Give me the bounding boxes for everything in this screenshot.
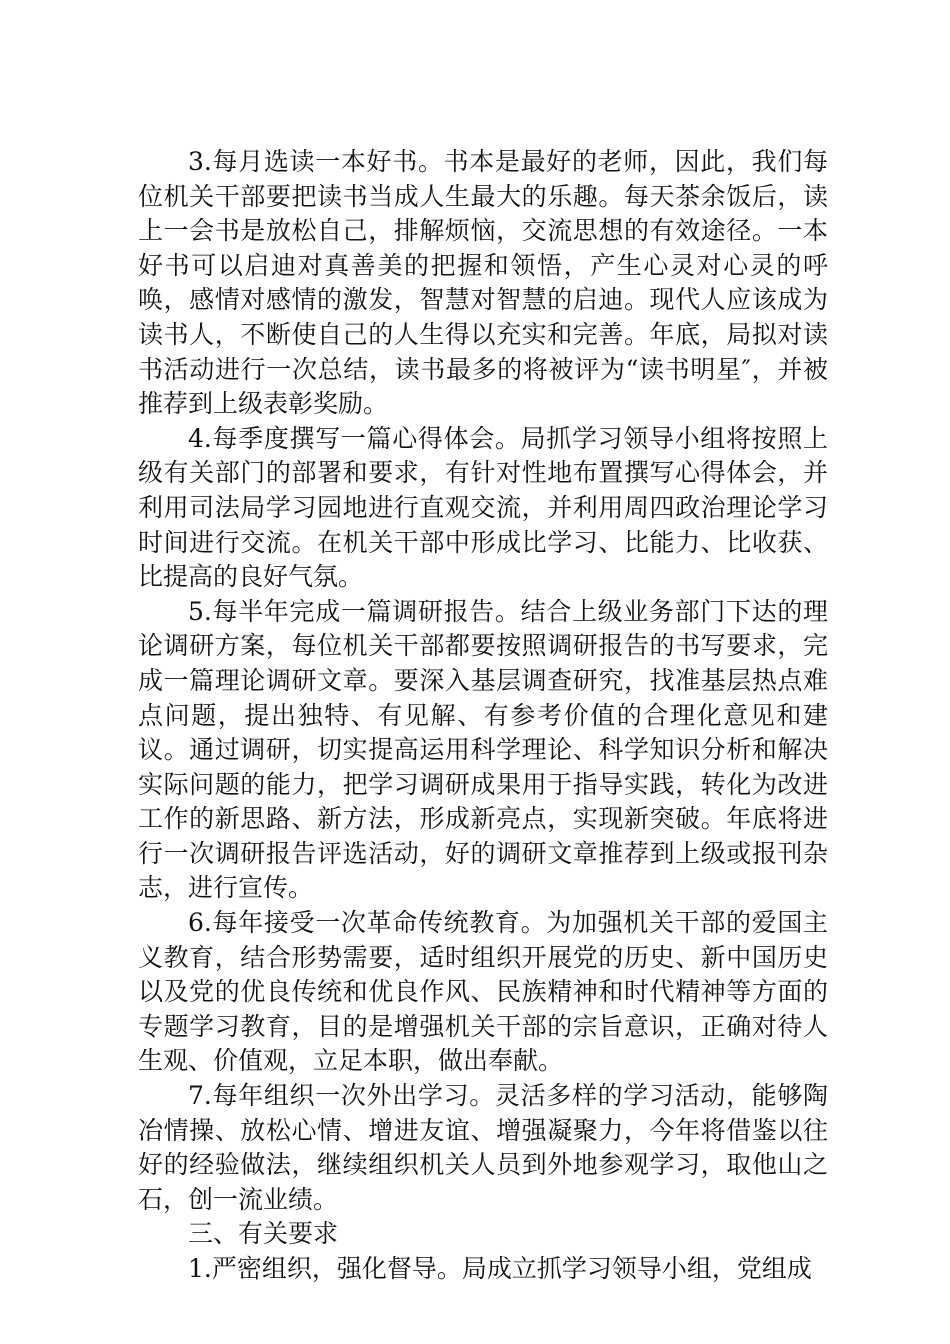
paragraph-requirement-1: 1.严密组织，强化督导。局成立抓学习领导小组，党组成 xyxy=(188,1254,812,1283)
document-body xyxy=(138,145,828,1287)
paragraph-item-7-outing-study: 7.每年组织一次外出学习。灵活多样的学习活动，能够陶冶情操、放松心情、增进友谊、增强凝聚力，今年将借鉴以往好的经验做法，继续组织机关人员到外地参观学习，取他山之石，创一流业绩。 xyxy=(138,1081,828,1214)
paragraph-item-3-reading: 3.每月选读一本好书。书本是最好的老师，因此，我们每位机关干部要把读书当成人生最大的乐趣。每天茶余饭后，读上一会书是放松自己，排解烦恼，交流思想的有效途径。一本好书可以启迪对真善美的把握和领悟，产生心灵对心灵的呼唤，感情对感情的激发，智慧对智慧的启迪。现代人应该成为读书人，不断使自己的人生得以充实和完善。年底，局拟对读书活动进行一次总结，读书最多的将被评为“读书明星″，并被推荐到上级表彰奖励。 xyxy=(138,147,828,419)
paragraph-item-5-research-report: 5.每半年完成一篇调研报告。结合上级业务部门下达的理论调研方案，每位机关干部都要按照调研报告的书写要求，完成一篇理论调研文章。要深入基层调查研究，找准基层热点难点问题，提出独特、有见解、有参考价值的合理化意见和建议。通过调研，切实提高运用科学理论、科学知识分析和解决实际问题的能力，把学习调研成果用于指导实践，转化为改进工作的新思路、新方法，形成新亮点，实现新突破。年底将进行一次调研报告评选活动，好的调研文章推荐到上级或报刊杂志，进行宣传。 xyxy=(138,596,828,903)
paragraph-item-6-revolutionary-education: 6.每年接受一次革命传统教育。为加强机关干部的爱国主义教育，结合形势需要，适时组织开展党的历史、新中国历史以及党的优良传统和优良作风、民族精神和时代精神等方面的专题学习教育，目的是增强机关干部的宗旨意识，正确对待人生观、价值观，立足本职，做出奉献。 xyxy=(138,908,828,1076)
paragraph-item-4-reflection: 4.每季度撰写一篇心得体会。局抓学习领导小组将按照上级有关部门的部署和要求，有针对性地布置撰写心得体会，并利用司法局学习园地进行直观交流，并利用周四政治理论学习时间进行交流。在机关干部中形成比学习、比能力、比收获、比提高的良好气氛。 xyxy=(138,423,828,592)
section-heading-requirements: 三、有关要求 xyxy=(188,1219,339,1249)
